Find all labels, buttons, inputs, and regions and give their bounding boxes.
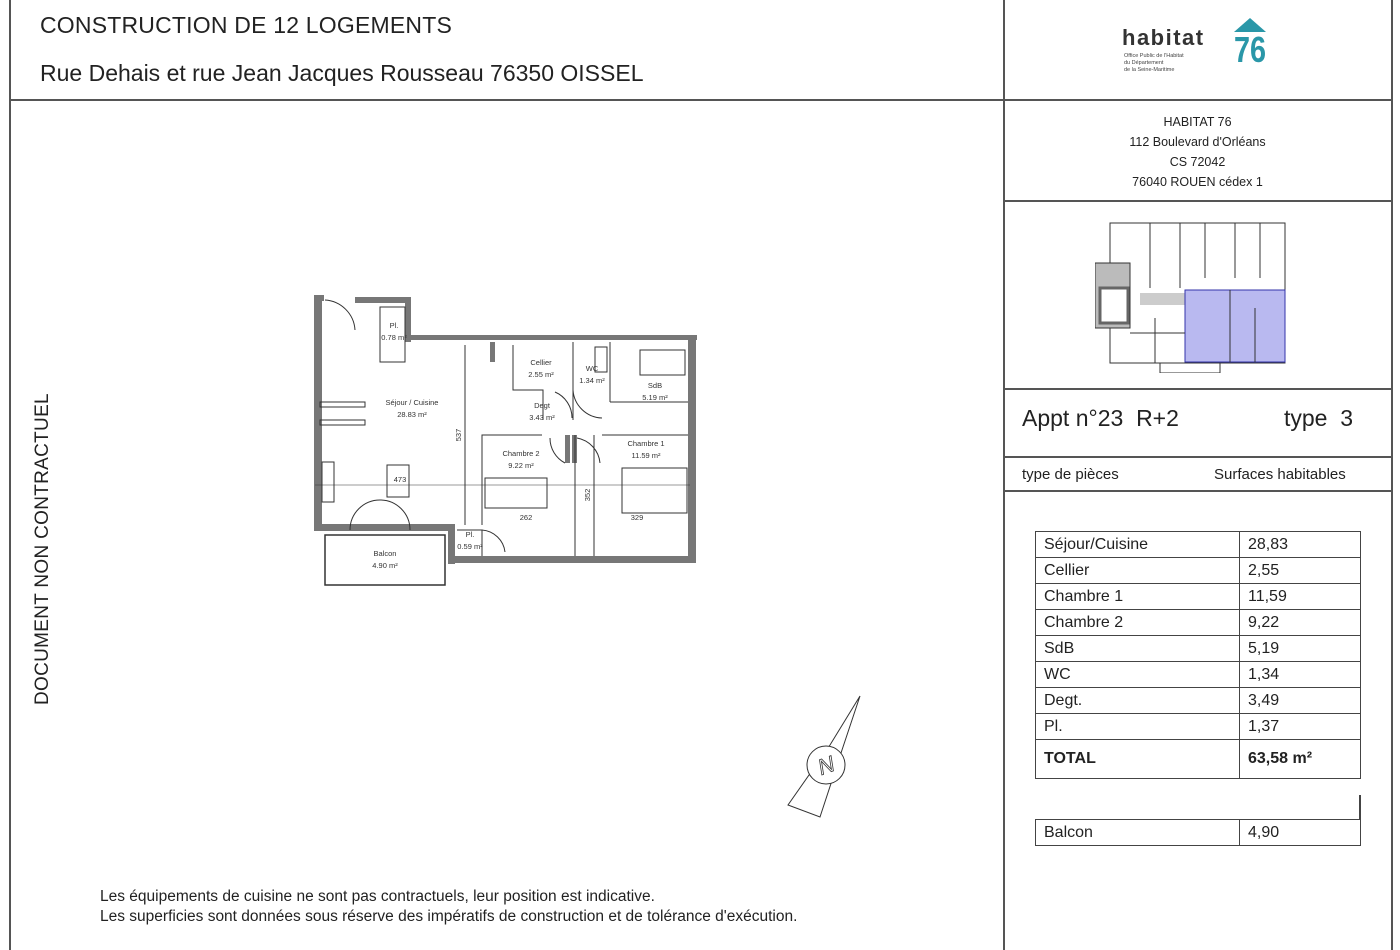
building-key-plan	[1095, 218, 1305, 373]
room-name: Pl.	[1036, 714, 1240, 740]
plan-label-sdb: SdB	[647, 381, 663, 390]
total-value: 63,58 m²	[1240, 740, 1361, 779]
logo-tagline	[1124, 53, 1184, 74]
table-row	[1036, 820, 1361, 846]
north-compass-icon	[760, 680, 900, 820]
note-kitchen: Les équipements de cuisine ne sont pas contractuels, leur position est indicative.	[100, 888, 655, 905]
table-row	[1036, 636, 1361, 662]
room-area: 3,49	[1240, 688, 1361, 714]
plan-label-balcon: Balcon	[373, 549, 397, 558]
room-area: 9,22	[1240, 610, 1361, 636]
table-row	[1036, 558, 1361, 584]
plan-area-pl2: 0.59 m²	[457, 542, 483, 551]
apartment-floor: R+2	[1136, 405, 1179, 431]
note-surfaces: Les superficies sont données sous réserve des impératifs de construction et de tolérance d'exécution.	[100, 908, 798, 925]
room-name: SdB	[1036, 636, 1240, 662]
plan-area-cellier: 2.55 m²	[528, 370, 554, 379]
table-row	[1036, 584, 1361, 610]
table-row	[1036, 714, 1361, 740]
total-label: TOTAL	[1036, 740, 1240, 779]
apartment-number: Appt n°23	[1022, 405, 1124, 431]
frame-left	[9, 0, 11, 950]
owner-address	[1003, 112, 1392, 192]
owner-street: 112 Boulevard d'Orléans	[1129, 135, 1266, 149]
plan-dim-352: 352	[583, 488, 592, 502]
right-rule-4	[1003, 490, 1392, 492]
logo-tagline-1: Office Public de l'Habitat	[1124, 53, 1184, 59]
apartment-type: type 3	[1284, 405, 1354, 431]
room-name: Séjour/Cuisine	[1036, 532, 1240, 558]
project-address: Rue Dehais et rue Jean Jacques Rousseau 76350 OISSEL	[40, 60, 644, 86]
room-area: 11,59	[1240, 584, 1361, 610]
table-row	[1036, 532, 1361, 558]
table-divider	[1359, 795, 1361, 819]
apartment-floor-plan	[310, 290, 710, 600]
plan-label-chambre2: Chambre 2	[502, 449, 540, 458]
table-row	[1036, 662, 1361, 688]
plan-area-sdb: 5.19 m²	[642, 393, 668, 402]
plan-dim-537: 537	[454, 428, 463, 442]
room-area: 2,55	[1240, 558, 1361, 584]
room-name: Chambre 2	[1036, 610, 1240, 636]
walls	[314, 295, 697, 564]
notes	[100, 887, 860, 927]
header-rule	[9, 99, 1392, 101]
table-row	[1036, 688, 1361, 714]
col-header-room-type: type de pièces	[1022, 466, 1119, 483]
plan-label-pl1: Pl.	[389, 321, 399, 330]
room-area: 1,34	[1240, 662, 1361, 688]
plan-area-chambre2: 9.22 m²	[508, 461, 534, 470]
surface-table	[1035, 531, 1361, 779]
room-area: 28,83	[1240, 532, 1361, 558]
logo-number: 76	[1234, 29, 1267, 70]
right-rule-2	[1003, 388, 1392, 390]
plan-area-sejour: 28.83 m²	[397, 410, 427, 419]
plan-area-pl1: 0.78 m²	[381, 333, 407, 342]
plan-area-balcon: 4.90 m²	[372, 561, 398, 570]
room-name: Degt.	[1036, 688, 1240, 714]
owner-name: HABITAT 76	[1163, 115, 1232, 129]
plan-label-pl2: Pl.	[465, 530, 475, 539]
plan-area-wc: 1.34 m²	[579, 376, 605, 385]
table-row	[1036, 610, 1361, 636]
balcony-table	[1035, 819, 1361, 846]
balcony-value: 4,90	[1240, 820, 1361, 846]
plan-label-wc: WC	[585, 364, 599, 373]
right-rule-1	[1003, 200, 1392, 202]
plan-label-sejour: Séjour / Cuisine	[385, 398, 439, 407]
room-area: 1,37	[1240, 714, 1361, 740]
plan-label-cellier: Cellier	[530, 358, 552, 367]
plan-label-chambre1: Chambre 1	[627, 439, 665, 448]
room-area: 5,19	[1240, 636, 1361, 662]
col-header-surfaces: Surfaces habitables	[1214, 466, 1346, 483]
room-name: Chambre 1	[1036, 584, 1240, 610]
compass-letter: N	[814, 751, 838, 780]
plan-dim-262: 262	[519, 513, 533, 522]
plan-area-chambre1: 11.59 m²	[631, 451, 661, 460]
room-name: WC	[1036, 662, 1240, 688]
plan-dim-329: 329	[630, 513, 644, 522]
page-title: CONSTRUCTION DE 12 LOGEMENTS	[40, 12, 452, 38]
balcony-label: Balcon	[1036, 820, 1240, 846]
disclaimer-side-label: DOCUMENT NON CONTRACTUEL	[32, 393, 53, 705]
plan-label-degt: Degt	[534, 401, 550, 410]
logo-tagline-3: de la Seine-Maritime	[1124, 67, 1175, 73]
owner-cs: CS 72042	[1169, 155, 1226, 169]
room-name: Cellier	[1036, 558, 1240, 584]
plan-dim-473: 473	[393, 475, 407, 484]
total-row	[1036, 740, 1361, 779]
right-rule-3	[1003, 456, 1392, 458]
logo-word: habitat	[1122, 25, 1205, 50]
owner-city: 76040 ROUEN cédex 1	[1132, 175, 1263, 189]
logo-tagline-2: du Département	[1124, 60, 1164, 66]
apartment-info	[1022, 405, 1179, 432]
plan-area-degt: 3.43 m²	[529, 413, 555, 422]
